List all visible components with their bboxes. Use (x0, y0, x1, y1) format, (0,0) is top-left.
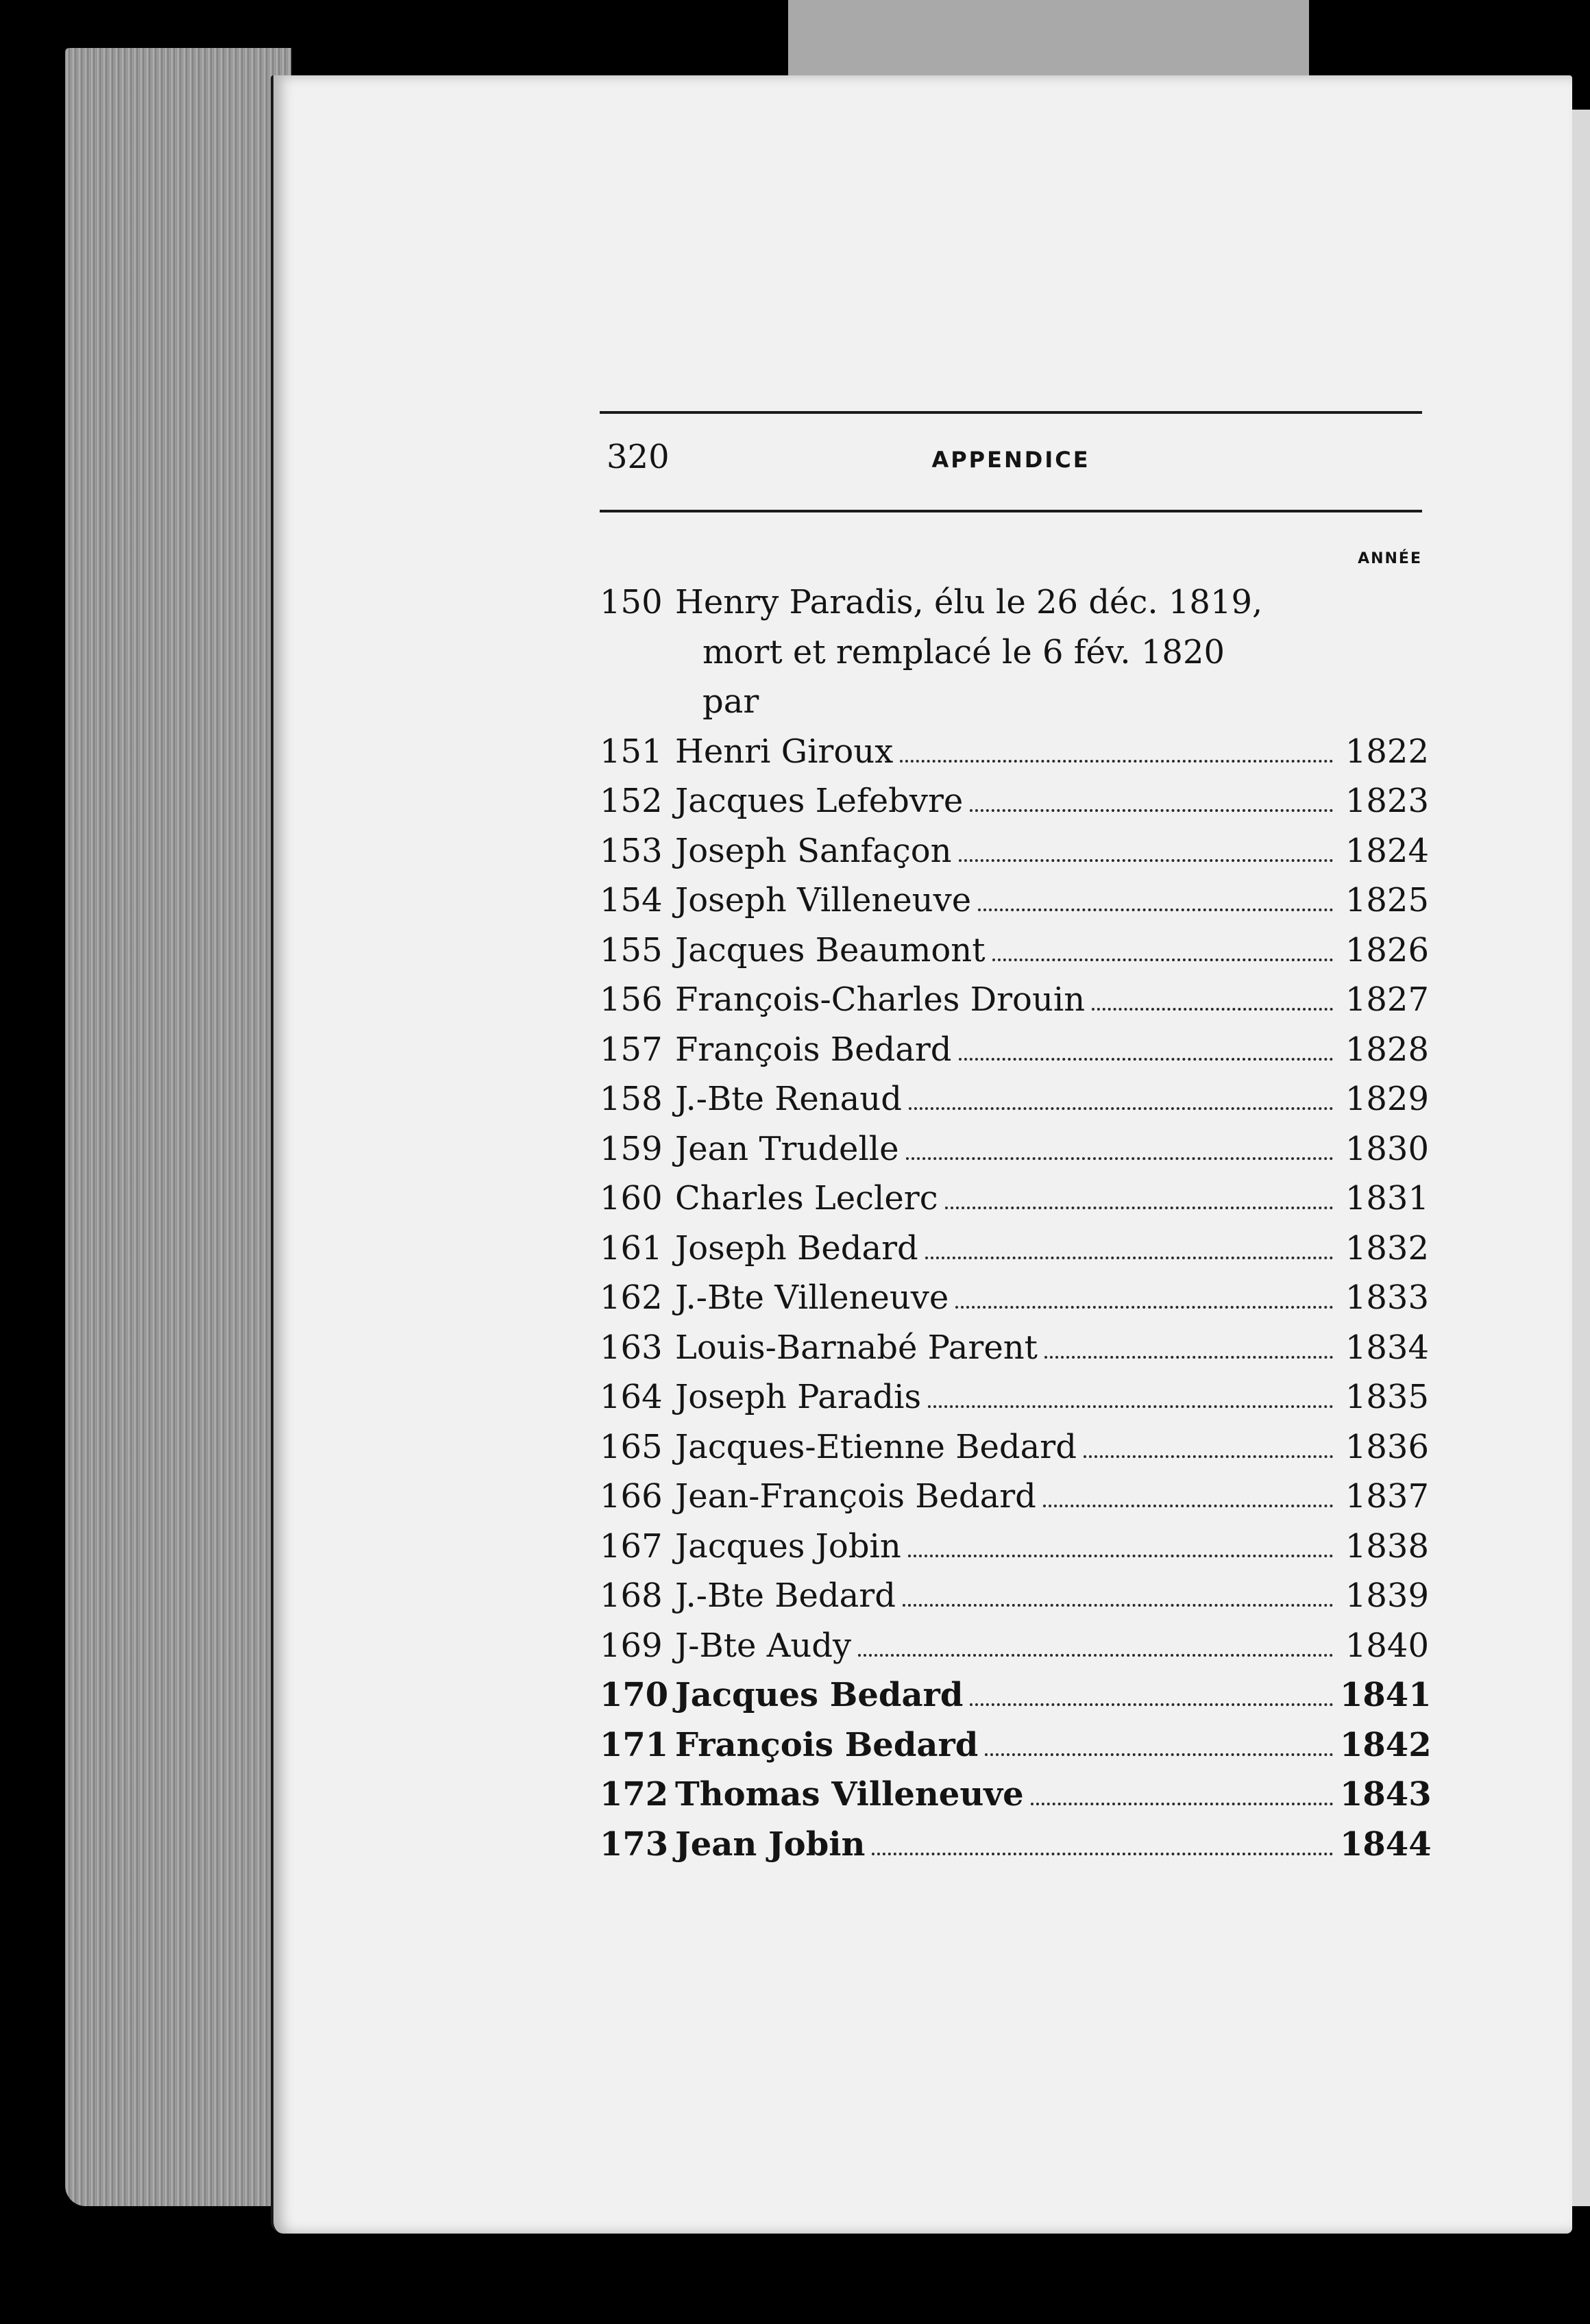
list-item (600, 1522, 1429, 1572)
entry-name: Louis-Barnabé Parent (675, 1328, 1038, 1367)
entry-number: 171 (600, 1725, 669, 1764)
dot-leader (909, 1107, 1333, 1110)
book-top-edge (788, 0, 1309, 79)
entry-year: 1825 (1345, 881, 1429, 919)
entry-name: François-Charles Drouin (675, 980, 1086, 1019)
entry-name: Jacques Lefebvre (675, 782, 964, 820)
entry-year: 1827 (1345, 980, 1429, 1019)
dot-leader (908, 1555, 1333, 1557)
dot-leader (872, 1853, 1333, 1855)
list-item (600, 1472, 1429, 1522)
dot-leader (959, 859, 1333, 862)
entry-year: 1841 (1340, 1676, 1432, 1714)
list-item (600, 1074, 1429, 1124)
dot-leader (1084, 1455, 1333, 1458)
entry-year: 1822 (1345, 732, 1429, 771)
entry-name: Jacques Bedard (675, 1676, 964, 1714)
entry-number: 161 (600, 1228, 663, 1268)
list-item (600, 1621, 1429, 1671)
list-item (600, 1770, 1432, 1820)
list-item (600, 1720, 1432, 1770)
entry-number: 163 (600, 1328, 663, 1367)
entry-name: Charles Leclerc (675, 1179, 938, 1217)
dot-leader (978, 908, 1333, 911)
entry-year: 1835 (1345, 1378, 1429, 1416)
entry-name: Thomas Villeneuve (675, 1775, 1024, 1814)
entry-name: François Bedard (675, 1725, 979, 1764)
dot-leader (955, 1306, 1333, 1309)
entry-number: 153 (600, 831, 663, 870)
entry-year: 1826 (1345, 930, 1429, 969)
entry-year: 1828 (1345, 1030, 1429, 1069)
running-head (600, 414, 1429, 510)
entry-year: 1836 (1345, 1427, 1429, 1466)
list-item (600, 776, 1429, 826)
entry-number: 159 (600, 1129, 663, 1168)
entry-name: Jacques Jobin (675, 1526, 901, 1566)
entry-name: Henri Giroux (675, 732, 894, 771)
dot-leader (925, 1257, 1333, 1259)
entry-year: 1842 (1340, 1725, 1432, 1764)
list-item (600, 876, 1429, 926)
entry-row (600, 578, 1429, 628)
year-column-label: ANNÉE (1358, 550, 1422, 567)
list-item (600, 1820, 1432, 1870)
dot-leader (928, 1405, 1333, 1408)
entry-year: 1823 (1345, 782, 1429, 820)
entry-number: 173 (600, 1825, 669, 1864)
entry-number: 165 (600, 1427, 663, 1466)
entry-name: Jacques Beaumont (675, 930, 986, 969)
entry-year: 1840 (1345, 1626, 1429, 1665)
entry-number: 157 (600, 1030, 663, 1069)
entry-number: 160 (600, 1179, 663, 1217)
dot-leader (959, 1058, 1334, 1061)
dot-leader (985, 1753, 1333, 1756)
entry-year: 1844 (1340, 1825, 1432, 1864)
entry-number: 170 (600, 1676, 669, 1714)
entry-number: 166 (600, 1477, 663, 1516)
list-item (600, 727, 1429, 777)
header-rule (600, 510, 1422, 512)
list-item (600, 826, 1429, 876)
entry-year: 1830 (1345, 1129, 1429, 1168)
dot-leader (970, 809, 1333, 812)
entry-name: Joseph Sanfaçon (675, 831, 952, 870)
dot-leader (900, 760, 1333, 763)
entry-year: 1834 (1345, 1328, 1429, 1367)
list-item (600, 1323, 1429, 1373)
dot-leader (906, 1157, 1333, 1160)
entry-name: Jacques-Etienne Bedard (675, 1427, 1077, 1466)
entry-number: 154 (600, 881, 663, 919)
entry-year: 1829 (1345, 1080, 1429, 1118)
entry-number: 152 (600, 782, 663, 820)
list-item (600, 1174, 1429, 1224)
entry-rows (600, 727, 1432, 1870)
list-item (600, 1372, 1429, 1422)
dot-leader (903, 1604, 1333, 1607)
list-item (600, 1571, 1429, 1621)
entry-number: 167 (600, 1526, 663, 1566)
list-item (600, 1124, 1429, 1174)
entry-number: 150 (600, 583, 663, 621)
list-item (600, 1422, 1429, 1472)
entry-year: 1832 (1345, 1228, 1429, 1268)
list-item (600, 1273, 1429, 1323)
entry-name: J.-Bte Bedard (675, 1577, 896, 1615)
running-title: APPENDICE (931, 447, 1090, 473)
entry-year: 1843 (1340, 1775, 1432, 1814)
entry-year: 1837 (1345, 1477, 1429, 1516)
entry-name: Joseph Paradis (675, 1378, 922, 1416)
entry-name: J-Bte Audy (675, 1626, 852, 1665)
list-item (600, 975, 1429, 1025)
entry-name: Joseph Villeneuve (675, 881, 972, 919)
list-item (600, 926, 1429, 976)
entry-name: François Bedard (675, 1030, 952, 1069)
list-item-150 (600, 578, 1429, 727)
list-item (600, 1025, 1429, 1075)
dot-leader (1031, 1803, 1333, 1805)
dot-leader (858, 1654, 1333, 1657)
page-content (600, 411, 1432, 1869)
list-item (600, 1670, 1432, 1720)
entries-list (600, 578, 1432, 1869)
entry-name: Jean Trudelle (675, 1129, 899, 1168)
entry-number: 172 (600, 1775, 669, 1814)
dot-leader (945, 1207, 1333, 1209)
entry-text-line-2: mort et remplacé le 6 fév. 1820 (702, 632, 1225, 671)
entry-year: 1831 (1345, 1179, 1429, 1217)
entry-number: 151 (600, 732, 663, 771)
dot-leader (1043, 1505, 1333, 1507)
entry-number: 168 (600, 1577, 663, 1615)
entry-number: 156 (600, 980, 663, 1019)
entry-year: 1824 (1345, 831, 1429, 870)
entry-number: 169 (600, 1626, 663, 1665)
entry-name: Jean Jobin (675, 1825, 866, 1864)
page-number: 320 (607, 438, 670, 476)
entry-name: J.-Bte Renaud (675, 1080, 902, 1118)
entry-text-line-3: par (702, 682, 759, 721)
entry-name: Jean-François Bedard (675, 1477, 1036, 1516)
dot-leader (1092, 1008, 1333, 1011)
entry-number: 155 (600, 930, 663, 969)
book-page-edges (65, 48, 291, 2206)
dot-leader (970, 1703, 1333, 1706)
entry-name: J.-Bte Villeneuve (675, 1278, 949, 1317)
entry-year: 1833 (1345, 1278, 1429, 1317)
entry-text-line-1: Henry Paradis, élu le 26 déc. 1819, (675, 583, 1263, 621)
list-item (600, 1224, 1429, 1274)
entry-year: 1838 (1345, 1526, 1429, 1566)
entry-number: 164 (600, 1378, 663, 1416)
entry-number: 158 (600, 1080, 663, 1118)
entry-year: 1839 (1345, 1577, 1429, 1615)
dot-leader (992, 959, 1333, 961)
dot-leader (1044, 1356, 1333, 1359)
entry-number: 162 (600, 1278, 663, 1317)
entry-name: Joseph Bedard (675, 1228, 918, 1268)
